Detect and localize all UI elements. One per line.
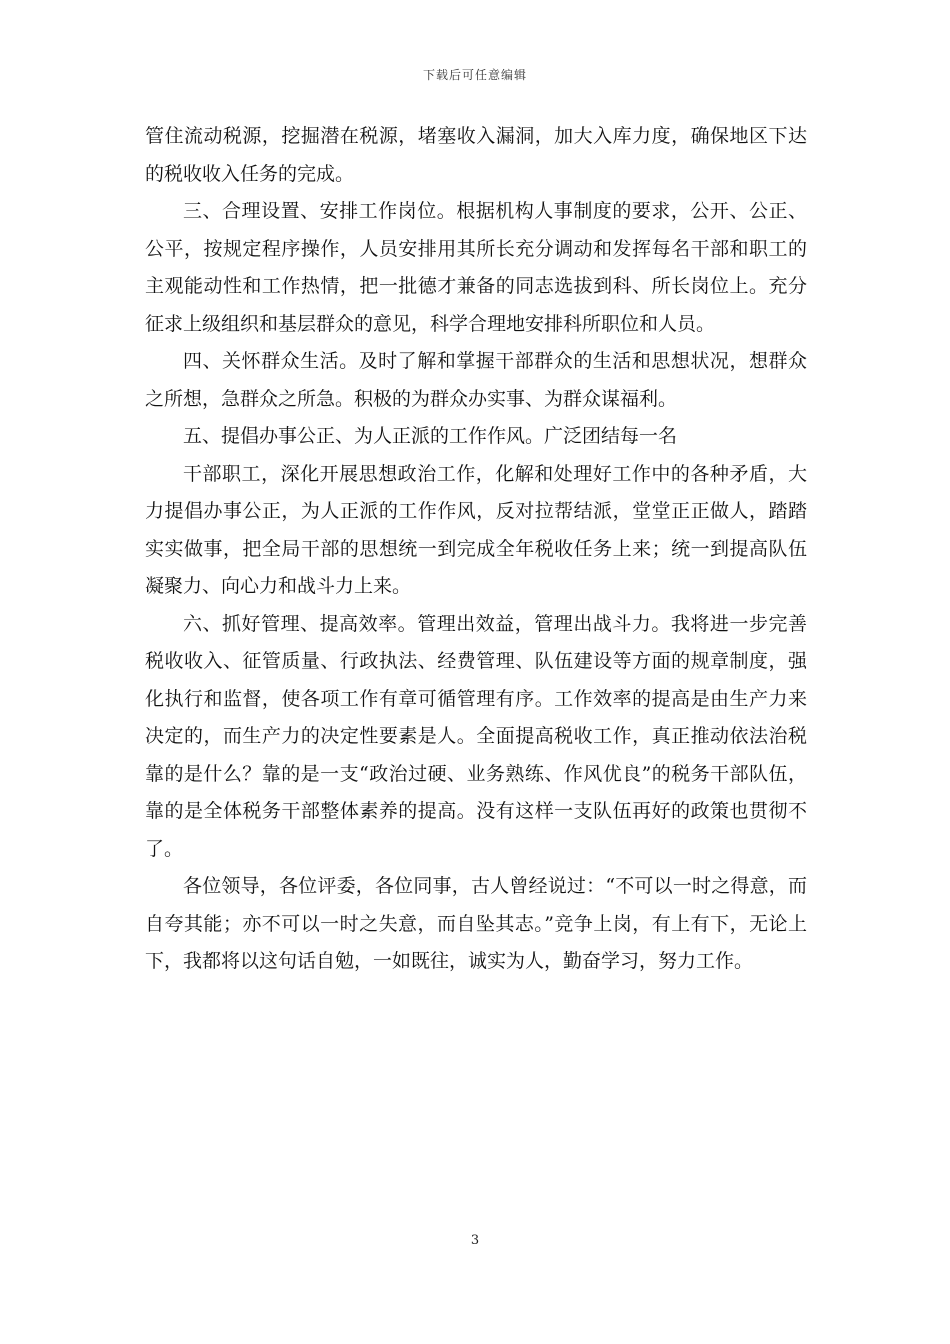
paragraph-section-four: 四、关怀群众生活。及时了解和掌握干部群众的生活和思想状况，想群众之所想，急群众之所急。积极的为群众办实事、为群众谋福利。: [145, 350, 807, 410]
document-body: [145, 118, 807, 981]
page-number: 3: [470, 1233, 480, 1248]
paragraph-section-three: 三、合理设置、安排工作岗位。根据机构人事制度的要求，公开、公正、公平，按规定程序操作，人员安排用其所长充分调动和发挥每名干部和职工的主观能动性和工作热情，把一批德才兼备的同志选拔到科、所长岗位上。充分征求上级组织和基层群众的意见，科学合理地安排科所职位和人员。: [145, 200, 807, 335]
paragraph-closing: 各位领导，各位评委，各位同事，古人曾经说过：“不可以一时之得意，而自夸其能；亦不可以一时之失意，而自坠其志。”竞争上岗，有上有下，无论上下，我都将以这句话自勉，一如既往，诚实为人，勤奋学习，努力工作。: [145, 875, 807, 972]
page-header: 下载后可任意编辑: [422, 68, 527, 82]
paragraph-section-five-body: 干部职工，深化开展思想政治工作，化解和处理好工作中的各种矛盾，大力提倡办事公正，为人正派的工作作风，反对拉帮结派，堂堂正正做人，踏踏实实做事，把全局干部的思想统一到完成全年税收任务上来；统一到提高队伍凝聚力、向心力和战斗力上来。: [145, 462, 807, 597]
paragraph-section-five-heading: 五、提倡办事公正、为人正派的工作作风。广泛团结每一名: [183, 425, 678, 447]
paragraph-section-six: 六、抓好管理、提高效率。管理出效益，管理出战斗力。我将进一步完善税收收入、征管质量、行政执法、经费管理、队伍建设等方面的规章制度，强化执行和监督，使各项工作有章可循管理有序。工作效率的提高是由生产力来决定的，而生产力的决定性要素是人。全面提高税收工作，真正推动依法治税靠的是什么？靠的是一支“政治过硬、业务熟练、作风优良”的税务干部队伍，靠的是全体税务干部整体素养的提高。没有这样一支队伍再好的政策也贯彻不了。: [145, 612, 807, 860]
paragraph-continuation: 管住流动税源，挖掘潜在税源，堵塞收入漏洞，加大入库力度，确保地区下达的税收收入任务的完成。: [145, 125, 807, 185]
